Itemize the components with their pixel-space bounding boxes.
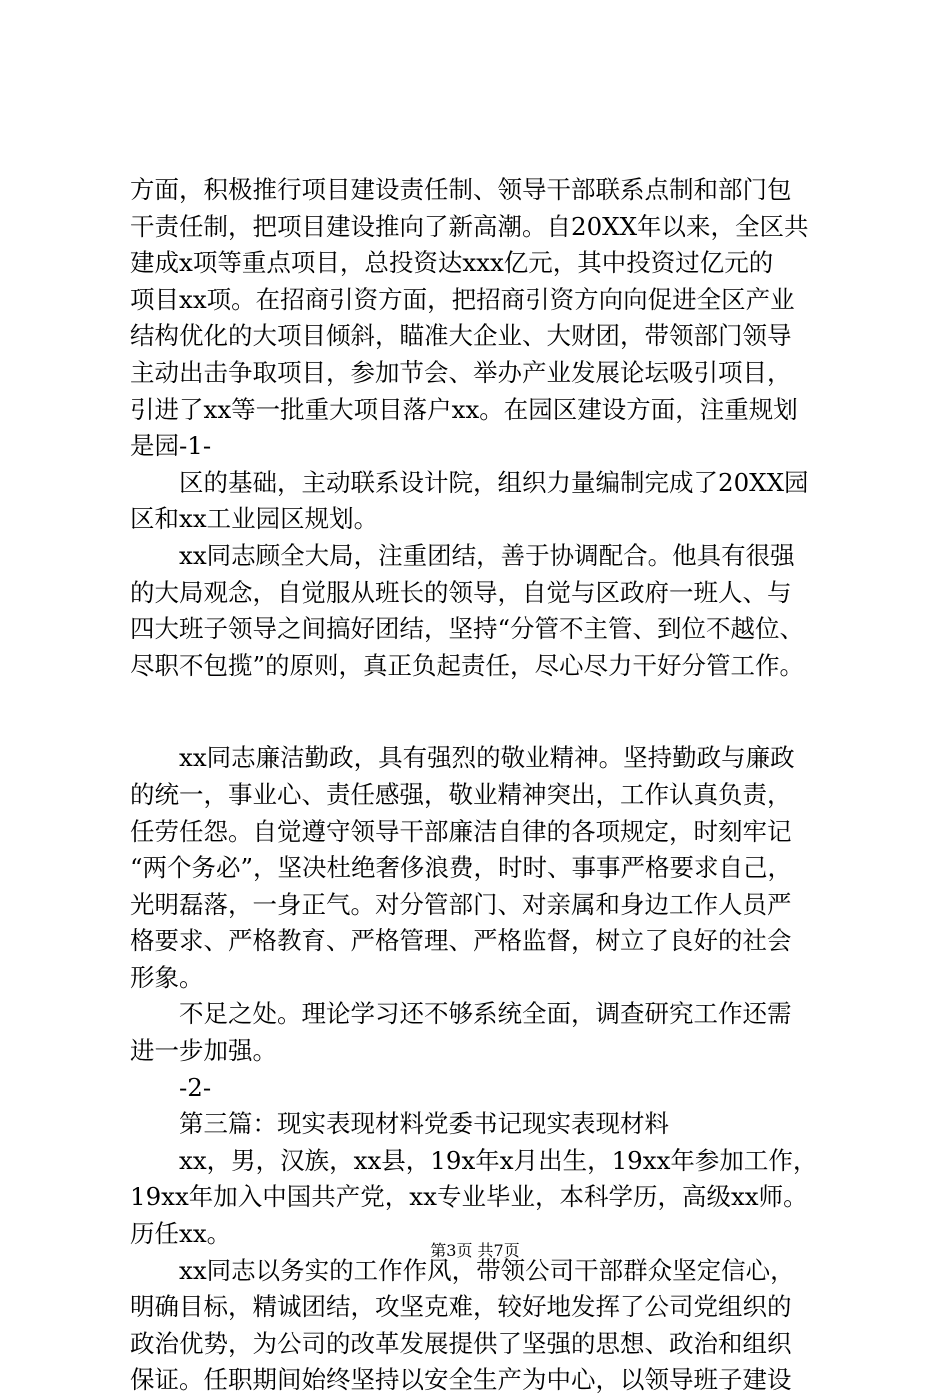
page-footer xyxy=(0,1241,950,1261)
paragraph-start: xx同志廉洁勤政，具有强烈的敬业精神。坚持勤政与廉政 xyxy=(179,743,795,773)
text-line: “两个务必”，坚决杜绝奢侈浪费，时时、事事严格要求自己， xyxy=(130,853,793,883)
text-line: 区的基础，主动联系设计院，组织力量编制完成了20XX园 xyxy=(179,467,809,497)
text-line: 方面，积极推行项目建设责任制、领导干部联系点制和部门包 xyxy=(130,175,792,204)
paragraph-start: xx同志顾全大局，注重团结，善于协调配合。他具有很强 xyxy=(179,540,795,570)
text-line: 格要求、严格教育、严格管理、严格监督，树立了良好的社会 xyxy=(130,926,792,956)
text-line: 四大班子领导之间搞好团结，坚持“分管不主管、到位不越位、 xyxy=(130,614,805,644)
paragraph-start: xx，男，汉族，xx县，19x年x月出生，19xx年参加工作， xyxy=(179,1145,818,1175)
text-line: 主动出击争取项目，参加节会、举办产业发展论坛吸引项目， xyxy=(130,357,792,387)
paragraph-start: xx同志以务实的工作作风，带领公司干部群众坚定信心， xyxy=(179,1255,795,1285)
text-line: 建成x项等重点项目，总投资达xxx亿元，其中投资过亿元的 xyxy=(130,248,774,278)
page-marker: -2- xyxy=(179,1072,212,1102)
text-line: 明确目标，精诚团结，攻坚克难，较好地发挥了公司党组织的 xyxy=(130,1292,792,1322)
text-line: 项目xx项。在招商引资方面，把招商引资方向向促进全区产业 xyxy=(130,284,795,314)
text-line: 引进了xx等一批重大项目落户xx。在园区建设方面，注重规划 xyxy=(130,394,798,424)
text-line: 进一步加强。 xyxy=(130,1036,277,1066)
text-line: 形象。 xyxy=(130,962,204,992)
text-line: 是园-1- xyxy=(130,431,212,461)
text-line: 区和xx工业园区规划。 xyxy=(130,504,379,534)
text-line: 光明磊落，一身正气。对分管部门、对亲属和身边工作人员严 xyxy=(130,889,792,919)
text-line: 19xx年加入中国共产党，xx专业毕业，本科学历，高级xx师。 xyxy=(130,1182,808,1212)
paragraph-gap xyxy=(130,684,855,740)
text-line: 结构优化的大项目倾斜，瞄准大企业、大财团，带领部门领导 xyxy=(130,321,792,351)
document-body xyxy=(130,172,855,1399)
text-line: 任劳任怨。自觉遵守领导干部廉洁自律的各项规定，时刻牢记 xyxy=(130,816,792,846)
section-heading: 第三篇：现实表现材料党委书记现实表现材料 xyxy=(179,1109,669,1139)
text-line: 尽职不包揽”的原则，真正负起责任，尽心尽力干好分管工作。 xyxy=(130,650,805,680)
text-line: 的统一，事业心、责任感强，敬业精神突出，工作认真负责， xyxy=(130,779,792,809)
text-line: 干责任制，把项目建设推向了新高潮。自20XX年以来，全区共 xyxy=(130,211,809,241)
page-number-label: 第3页 共7页 xyxy=(430,1241,520,1260)
text-line: 历任xx。 xyxy=(130,1219,232,1249)
text-line: 政治优势，为公司的改革发展提供了坚强的思想、政治和组织 xyxy=(130,1328,792,1358)
text-line: 保证。任职期间始终坚持以安全生产为中心，以领导班子建设 xyxy=(130,1365,792,1395)
text-line: 的大局观念，自觉服从班长的领导，自觉与区政府一班人、与 xyxy=(130,577,792,607)
paragraph-start: 不足之处。理论学习还不够系统全面，调查研究工作还需 xyxy=(179,999,792,1029)
